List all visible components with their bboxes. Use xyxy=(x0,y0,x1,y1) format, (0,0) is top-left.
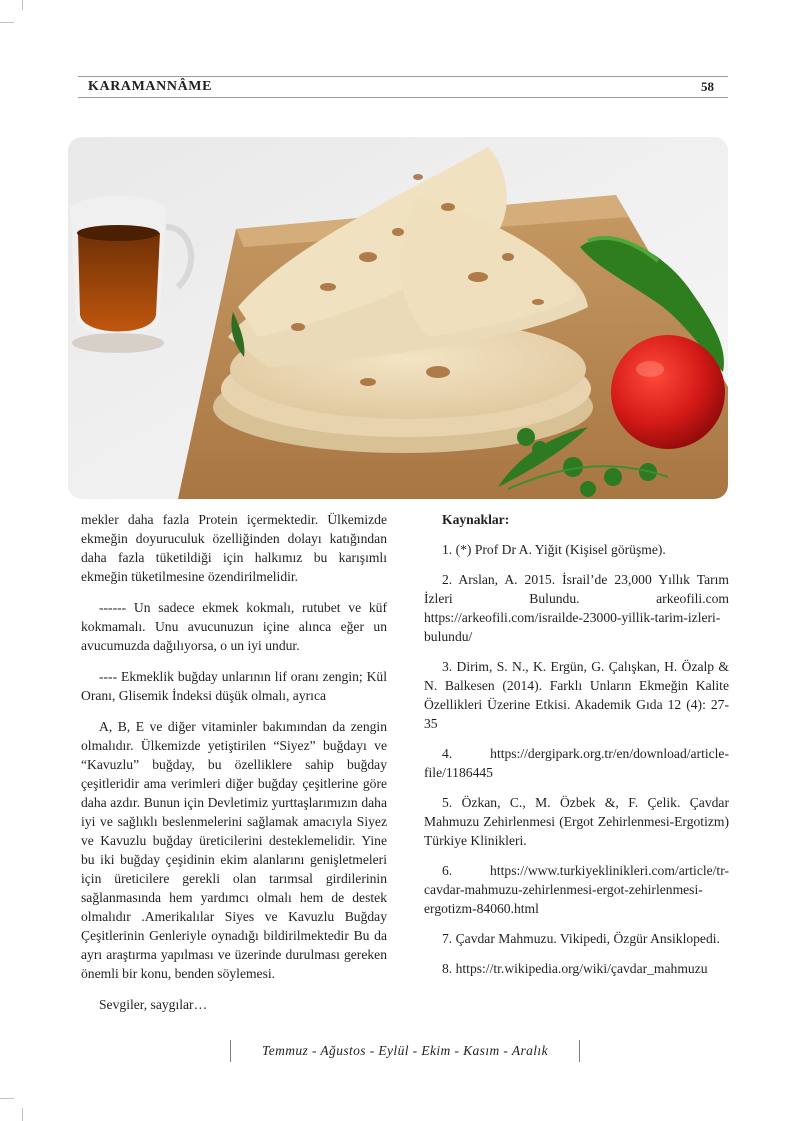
journal-title: KARAMANNÂME xyxy=(88,79,213,94)
crop-mark xyxy=(0,1098,14,1099)
reference-item: 1. (*) Prof Dr A. Yiğit (Kişisel görüşme). xyxy=(442,542,666,557)
body-paragraph: mekler daha fazla Protein içermektedir. Ülkemizde ekmeğin doyuruculuk özelliğinden dolayı katığından daha fazla tüketildiği için halkımız bu karışımlı ekmeğin tüketilmesine özendirilmelidir. xyxy=(81,512,387,584)
reference-item: 8. https://tr.wikipedia.org/wiki/çavdar_mahmuzu xyxy=(442,961,708,976)
crop-mark xyxy=(22,0,23,10)
body-paragraph: ------ Un sadece ekmek kokmalı, rutubet ve küf kokmamalı. Unu avucunuzun içine alınca eğer un avucumuzda dağılıyorsa, o un iyi undur. xyxy=(81,600,387,653)
left-column xyxy=(81,510,387,1026)
crop-mark xyxy=(0,22,14,23)
references-column xyxy=(424,510,729,989)
body-paragraph: ---- Ekmeklik buğday unlarının lif oranı zengin; Kül Oranı, Glisemik İndeksi düşük olmalı, ayrıca xyxy=(81,669,387,703)
page-header xyxy=(78,76,728,98)
references-heading: Kaynaklar: xyxy=(442,512,510,527)
closing-line: Sevgiler, saygılar… xyxy=(99,997,208,1012)
reference-item: 2. Arslan, A. 2015. İsrail’de 23,000 Yıllık Tarım İzleri Bulundu. arkeofili.com https://arkeofili.com/israilde-23000-yillik-tarim-izleri-bulundu/ xyxy=(424,572,729,644)
reference-item: 6. https://www.turkiyeklinikleri.com/article/tr-cavdar-mahmuzu-zehirlenmesi-ergot-zehirlenmesi-ergotizm-84060.html xyxy=(424,863,729,916)
page-number: 58 xyxy=(701,79,714,94)
header-rule xyxy=(78,97,728,98)
flatbread-photo xyxy=(68,137,728,499)
body-paragraph: A, B, E ve diğer vitaminler bakımından da zengin olmalıdır. Ülkemizde yetiştirilen “Siyez” buğdayı ve “Kavuzlu” buğday, bu özelliklere sahip buğday çeşitleridir ama verimleri diğer buğday çeşitlerine göre daha azdır. Bunun için Devletimiz yurttaşlarımızın daha iyi ve sağlıklı beslenmelerini sağlamak amacıyla Siyez ve Kavuzlu buğday üreticilerini desteklemelidir. Yine bu iki buğday çeşidinin ekim alanlarını genişletmeleri için üreticilere gerekli olan tarımsal girdilerinin sağlanmasında hem yardımcı olmalı hem de destek olmalıdır .Amerikalılar Siyes ve Kavuzlu Buğday Çeşitlerinin Genleriyle oynadığı bildirilmektedir Bu da ayrı araştırma yapılması ve üzerinde durulması gereken önemli bir konu, benden söylemesi. xyxy=(81,719,387,981)
reference-item: 5. Özkan, C., M. Özbek &, F. Çelik. Çavdar Mahmuzu Zehirlenmesi (Ergot Zehirlenmesi-Ergotizm) Türkiye Klinikleri. xyxy=(424,795,729,848)
reference-item: 4. https://dergipark.org.tr/en/download/article-file/1186445 xyxy=(424,746,729,780)
crop-mark xyxy=(22,1108,23,1121)
reference-item: 3. Dirim, S. N., K. Ergün, G. Çalışkan, H. Özalp & N. Balkesen (2014). Farklı Unların Ekmeğin Kalite Özellikleri Üzerine Etkisi. Akademik Gıda 12 (4): 27-35 xyxy=(424,659,729,731)
issue-months-footer: Temmuz - Ağustos - Eylül - Ekim - Kasım - Aralık xyxy=(230,1040,580,1062)
header-rule xyxy=(78,76,728,77)
reference-item: 7. Çavdar Mahmuzu. Vikipedi, Özgür Ansiklopedi. xyxy=(442,931,720,946)
